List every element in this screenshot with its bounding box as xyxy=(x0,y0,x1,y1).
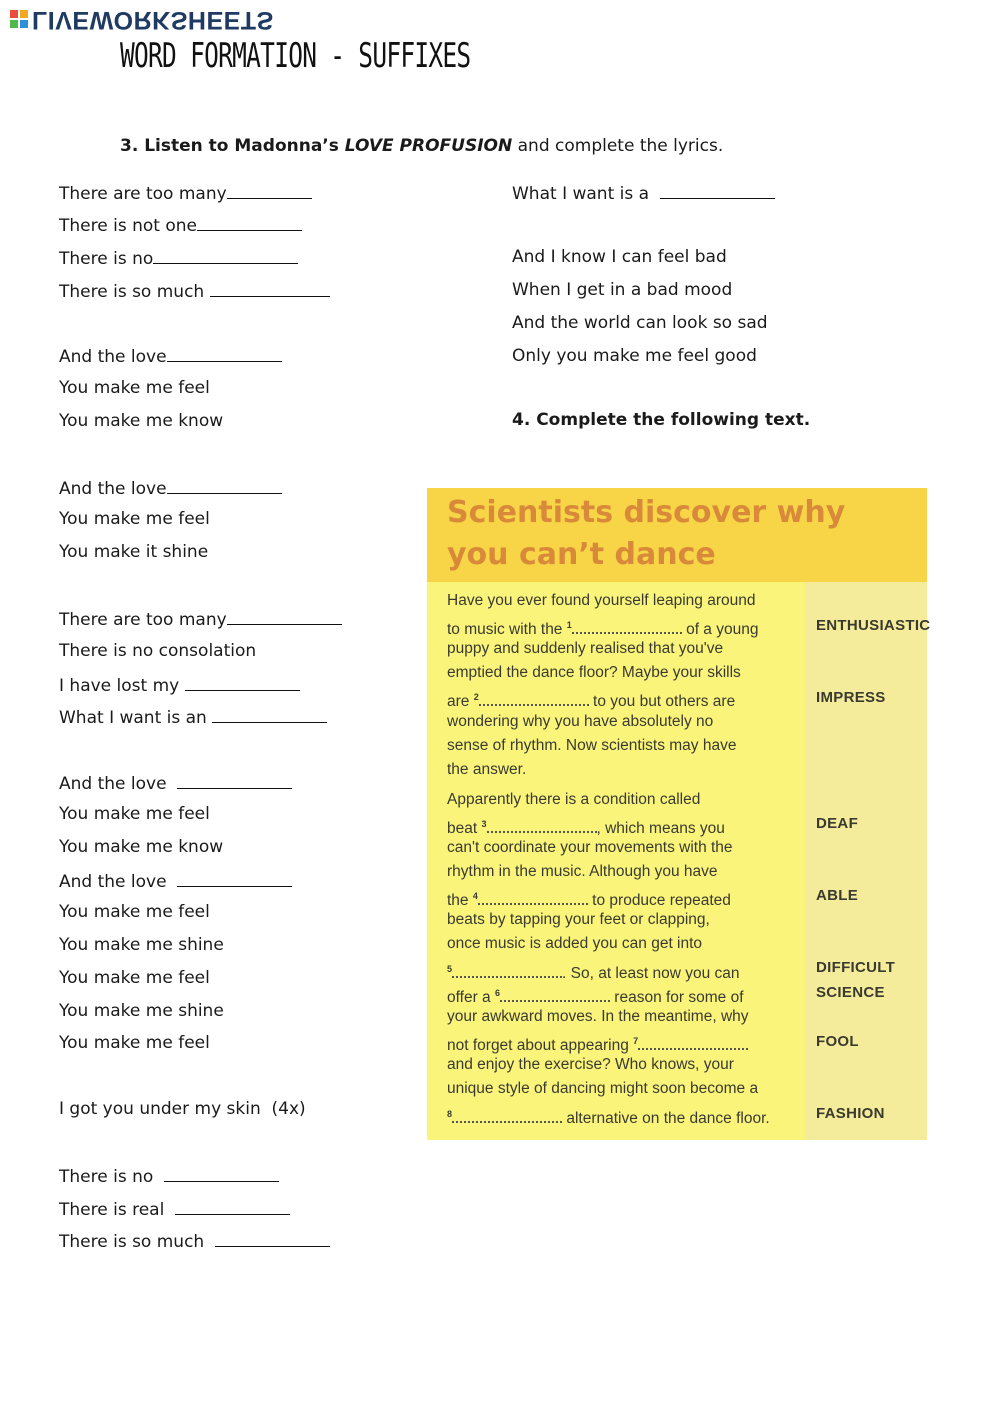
lyric-text: And the world can look so sad xyxy=(512,313,768,333)
article-line-text: the answer. xyxy=(447,761,527,778)
article-line-text: . So, at least now you can xyxy=(562,965,740,983)
article-line-text: beats by tapping your feet or clapping, xyxy=(447,911,710,928)
lyric-text: There is so much xyxy=(59,282,210,302)
lyric-text: And the love xyxy=(59,872,178,892)
lyric-text: You make it shine xyxy=(59,542,209,562)
song-title: LOVE PROFUSION xyxy=(344,136,513,156)
article-line xyxy=(447,884,731,908)
keyword-fool: FOOL xyxy=(816,1033,859,1050)
keyword-able: ABLE xyxy=(816,887,859,904)
task-3-rest: and complete the lyrics. xyxy=(512,136,724,156)
logo-square xyxy=(20,20,28,28)
article-line-text: sense of rhythm. Now scientists may have xyxy=(447,737,737,754)
lyric-line xyxy=(512,311,768,335)
article-line xyxy=(447,758,526,782)
lyric-line xyxy=(59,507,210,531)
answer-gap[interactable] xyxy=(452,1107,562,1123)
answer-blank[interactable] xyxy=(215,1228,330,1247)
lyric-text: There is no consolation xyxy=(59,641,257,661)
page-title: WORD FORMATION - SUFFIXES xyxy=(120,36,471,76)
article-line-text: wondering why you have absolutely no xyxy=(447,713,714,730)
logo-text: LIVEWORKSHEETS xyxy=(32,5,274,34)
lyric-text: You make me feel xyxy=(59,968,210,988)
keyword-difficult: DIFFICULT xyxy=(816,959,896,976)
lyric-line xyxy=(59,999,224,1023)
answer-blank[interactable] xyxy=(177,868,292,887)
lyric-text: There are too many xyxy=(59,184,227,204)
article-line xyxy=(447,661,741,685)
lyric-line xyxy=(59,1031,210,1055)
answer-blank[interactable] xyxy=(227,606,342,625)
lyric-line xyxy=(59,409,223,433)
keyword-science: SCIENCE xyxy=(816,984,885,1001)
lyric-text: There is real xyxy=(59,1200,176,1220)
gap-number: 4 xyxy=(472,891,478,901)
article-line xyxy=(447,613,758,637)
lyric-text: And the love xyxy=(59,347,167,367)
lyric-text: I got you under my skin (4x) xyxy=(59,1099,306,1119)
lyric-line xyxy=(59,278,330,302)
answer-gap[interactable] xyxy=(487,817,597,833)
answer-blank[interactable] xyxy=(212,704,327,723)
article-line-text: emptied the dance floor? Maybe your skills xyxy=(447,664,741,681)
lyric-text: When I get in a bad mood xyxy=(512,280,733,300)
lyric-line xyxy=(59,245,298,269)
lyric-line xyxy=(59,672,300,696)
lyric-line xyxy=(512,245,727,269)
article-line xyxy=(447,1077,758,1101)
lyric-line xyxy=(59,966,210,990)
lyric-text: There are too many xyxy=(59,610,227,630)
lyric-text: You make me know xyxy=(59,837,224,857)
logo-squares-icon xyxy=(10,10,28,28)
article-line xyxy=(447,637,723,661)
article-line-text: unique style of dancing might soon become a xyxy=(447,1080,759,1097)
article-line-text: offer a xyxy=(447,989,495,1007)
article-line xyxy=(447,734,736,758)
article-header xyxy=(427,488,927,582)
article-line xyxy=(447,685,735,709)
lyric-line xyxy=(59,376,210,400)
article-line xyxy=(447,788,700,812)
logo-square xyxy=(20,10,28,18)
answer-gap[interactable] xyxy=(500,986,610,1002)
answer-blank[interactable] xyxy=(660,180,775,199)
lyric-line xyxy=(59,343,282,367)
lyric-line xyxy=(59,835,223,859)
article-line-text: not forget about appearing xyxy=(447,1037,634,1055)
answer-blank[interactable] xyxy=(185,672,300,691)
lyric-line xyxy=(59,1097,306,1121)
lyric-text: Only you make me feel good xyxy=(512,346,757,366)
lyric-text: And I know I can feel bad xyxy=(512,247,727,267)
article-title-line-1: Scientists discover why xyxy=(447,495,846,530)
article-line xyxy=(447,710,713,734)
lyric-text: What I want is a xyxy=(512,184,660,204)
keyword-impress: IMPRESS xyxy=(816,689,886,706)
lyric-line xyxy=(59,1196,290,1220)
article-line xyxy=(447,957,740,981)
answer-gap[interactable] xyxy=(572,618,682,634)
lyric-text: You make me feel xyxy=(59,509,210,529)
lyric-text: You make me feel xyxy=(59,378,210,398)
lyric-line xyxy=(59,770,292,794)
article-line-text: to produce repeated xyxy=(587,892,731,910)
article-line xyxy=(447,981,744,1005)
article-line-text: rhythm in the music. Although you have xyxy=(447,863,718,880)
lyric-text: There is no xyxy=(59,249,154,269)
lyric-line xyxy=(59,900,210,924)
lyric-line xyxy=(59,540,208,564)
article-line xyxy=(447,812,725,836)
answer-blank[interactable] xyxy=(227,180,312,199)
article-line-text: Apparently there is a condition called xyxy=(447,791,701,808)
article-title xyxy=(447,492,907,576)
lyric-text: What I want is an xyxy=(59,708,213,728)
answer-gap[interactable] xyxy=(479,690,589,706)
lyric-text: And the love xyxy=(59,774,178,794)
article-line xyxy=(447,1029,748,1053)
lyric-text: There is not one xyxy=(59,216,197,236)
gap-number: 6 xyxy=(494,988,500,998)
article-line xyxy=(447,1102,770,1126)
lyric-line xyxy=(512,278,732,302)
lyric-line xyxy=(512,344,757,368)
article-line-text: , which means you xyxy=(596,820,725,838)
answer-gap[interactable] xyxy=(452,962,562,978)
article-line-text: beat xyxy=(447,820,482,838)
answer-blank[interactable] xyxy=(197,212,302,231)
article-line-text: to you but others are xyxy=(588,693,736,711)
article-line-text: are xyxy=(447,693,474,711)
lyric-text: You make me feel xyxy=(59,1033,210,1053)
lyric-text: You make me shine xyxy=(59,935,224,955)
article-line-text: can't coordinate your movements with the xyxy=(447,839,733,856)
article-line xyxy=(447,836,733,860)
lyric-text: There is so much xyxy=(59,1232,216,1252)
answer-blank[interactable] xyxy=(167,343,282,362)
answer-blank[interactable] xyxy=(167,475,282,494)
lyric-line xyxy=(59,802,210,826)
keyword-enthusiastic: ENTHUSIASTIC xyxy=(816,617,931,634)
lyric-line xyxy=(59,639,256,663)
article-line-text: puppy and suddenly realised that you've xyxy=(447,640,724,657)
lyric-text: You make me shine xyxy=(59,1001,224,1021)
lyric-text: There is no xyxy=(59,1167,165,1187)
task-3-instruction xyxy=(120,136,723,156)
article-line xyxy=(447,932,702,956)
logo-square xyxy=(10,20,18,28)
lyric-line xyxy=(59,180,312,204)
answer-gap[interactable] xyxy=(638,1034,748,1050)
lyric-text: You make me feel xyxy=(59,902,210,922)
article-line-text: of a young xyxy=(681,621,759,639)
lyric-line xyxy=(59,868,292,892)
article-line-text: the xyxy=(447,892,473,910)
answer-blank[interactable] xyxy=(210,278,330,297)
lyric-text: I have lost my xyxy=(59,676,185,696)
lyric-line xyxy=(59,475,282,499)
answer-blank[interactable] xyxy=(153,245,298,264)
answer-blank[interactable] xyxy=(164,1163,279,1182)
keyword-column xyxy=(805,582,927,1140)
lyric-line xyxy=(59,212,302,236)
article-title-line-2: you can’t dance xyxy=(447,537,716,572)
keyword-deaf: DEAF xyxy=(816,815,859,832)
lyric-line xyxy=(512,180,775,204)
lyric-line xyxy=(59,1228,330,1252)
lyric-line xyxy=(59,933,224,957)
article-panel xyxy=(427,488,931,1140)
article-line-text: and enjoy the exercise? Who knows, your xyxy=(447,1056,734,1073)
lyric-line xyxy=(59,606,342,630)
article-line-text: to music with the xyxy=(447,621,567,639)
article-line xyxy=(447,589,755,613)
article-line xyxy=(447,860,718,884)
lyric-line xyxy=(59,1163,279,1187)
gap-number: 8 xyxy=(447,1109,453,1119)
lyric-line xyxy=(59,704,327,728)
gap-number: 5 xyxy=(447,964,453,974)
article-line xyxy=(447,1053,734,1077)
article-line-text: once music is added you can get into xyxy=(447,935,703,952)
article-line-text: your awkward moves. In the meantime, why xyxy=(447,1008,749,1025)
keyword-fashion: FASHION xyxy=(816,1105,885,1122)
gap-number: 2 xyxy=(473,692,479,702)
lyric-text: You make me feel xyxy=(59,804,210,824)
article-line-text: Have you ever found yourself leaping around xyxy=(447,592,756,609)
lyric-text: You make me know xyxy=(59,411,224,431)
logo-square xyxy=(10,10,18,18)
answer-gap[interactable] xyxy=(478,889,588,905)
task-4-instruction: 4. Complete the following text. xyxy=(512,410,811,430)
article-line xyxy=(447,908,710,932)
gap-number: 3 xyxy=(481,819,487,829)
lyric-text: And the love xyxy=(59,479,167,499)
gap-number: 1 xyxy=(566,620,572,630)
article-line xyxy=(447,1005,749,1029)
task-3-prefix: 3. Listen to Madonna’s xyxy=(120,136,345,156)
article-line-text: reason for some of xyxy=(609,989,744,1007)
answer-blank[interactable] xyxy=(175,1196,290,1215)
gap-number: 7 xyxy=(633,1036,639,1046)
article-line-text: alternative on the dance floor. xyxy=(562,1110,770,1128)
liveworksheets-logo[interactable] xyxy=(10,4,274,34)
answer-blank[interactable] xyxy=(177,770,292,789)
